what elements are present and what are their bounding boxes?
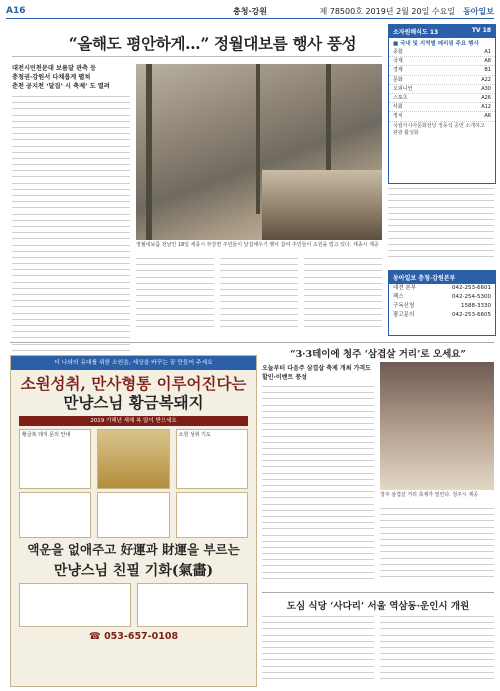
- page-header: [6, 4, 494, 19]
- section-divider: [10, 342, 494, 343]
- issue-info: 제 78500호 2019년 2월 20일 수요일: [319, 6, 456, 16]
- ad-phone: ☎ 053-657-0108: [88, 631, 179, 642]
- index-box: [388, 24, 496, 184]
- index-subtitle: ■ 국내 및 지역별 메리핑 주요 행사: [393, 41, 479, 47]
- section-title: 충청·강원: [233, 6, 267, 16]
- index-title-text: 소자원해식도 13: [393, 29, 439, 36]
- ad-text-block-1: [19, 492, 91, 538]
- article2-title: “3·3테이에 청주 ‘삼겹살 거리’로 오세요”: [290, 349, 466, 360]
- contact-row: 광고문의 042-253-6605: [393, 312, 491, 318]
- ad-banner: 2019 기해년 새해 복 많이 받으세요: [19, 416, 248, 426]
- contact-row: 팩스 042-254-5300: [393, 294, 491, 300]
- ad-text-block-3: [176, 492, 248, 538]
- article-body-col4: [304, 258, 382, 332]
- subhead-line: 대전시민천문대 보름달 관측 등: [12, 65, 97, 72]
- index-row: 경제 B1: [389, 66, 495, 75]
- article3-title: 도심 식당 ‘사다리’ 서울 역삼동·운인시 개원: [286, 601, 470, 612]
- index-row: 스포츠 A26: [389, 94, 495, 103]
- ad-box-2: 소원 성취 기도: [176, 429, 248, 489]
- article-body-col2: [136, 258, 214, 332]
- ad-content: [19, 429, 248, 489]
- index-row: 오피니언 A30: [389, 85, 495, 94]
- article-body-col3: [220, 258, 298, 332]
- article2-body-2: [380, 508, 494, 582]
- section-divider-2: [262, 592, 494, 593]
- inset-photo-1: [262, 170, 322, 240]
- contact-row: 대전 본부 042-253-6601: [393, 285, 491, 291]
- index-row: 국제 A8: [389, 57, 495, 66]
- article3-body-col2: [380, 616, 494, 684]
- index-row: 문화 A22: [389, 76, 495, 85]
- ad-text-block-2: [97, 492, 169, 538]
- subheadline: [12, 64, 130, 91]
- ad-gold-pig-image: [97, 429, 169, 489]
- ad-content-2: [19, 492, 248, 538]
- contact-title: 동아일보 충청·강원본부: [389, 271, 495, 284]
- inset-photo-2: [322, 170, 382, 240]
- ad-top-banner: 더 나와의 유대를 위한 소원을, 세상을 바꾸는 꿈 만들어 주세요: [11, 356, 256, 370]
- index-row: 사회 A12: [389, 103, 495, 112]
- headline-rule: [12, 56, 382, 57]
- ad-slogan-1: 액운을 없애주고 好運과 財運을 부르는: [27, 542, 240, 557]
- article2-body: [262, 386, 374, 584]
- ad-slogan-2: 만냥스님 친필 기화(氣畵): [53, 563, 214, 579]
- page-number: A16: [6, 6, 26, 16]
- subhead-line: 춘천 공지천 ‘달집’ 시 축제’ 도 열려: [12, 83, 110, 90]
- ad-box-1: 황금복 돼지 문의 안내: [19, 429, 91, 489]
- ad-bottom-image-1: [19, 583, 131, 627]
- index-row: 종합 A1: [389, 48, 495, 57]
- ad-title-2: 만냥스님 황금복돼지: [63, 393, 204, 412]
- contact-row: 구독신청 1588-3330: [393, 303, 491, 309]
- index-title: [389, 25, 495, 38]
- article2-photo: [380, 362, 494, 490]
- index-note: 국립아시아문화전당 정동석 공연 소개하고 관광 활성화: [393, 122, 485, 136]
- subhead-line: 충청권·강원서 다채롭게 펼쳐: [12, 74, 91, 81]
- photo-caption: 정월대보름 전날인 18일 세종시 부강면 주민들이 달집태우기 행사 참여 주민들이 소원을 빌고 있다. 세종시 제공: [136, 242, 379, 248]
- contact-box: [388, 270, 496, 336]
- index-tag: TV 18: [471, 27, 491, 34]
- side-article-body: [388, 188, 494, 262]
- index-row: 정치 A6: [389, 112, 495, 121]
- article3-body-col1: [262, 616, 374, 684]
- article2-lead: 오늘부터 다음주 삼겹살 축제 개최 가격도 할인·이벤트 풍성: [262, 365, 371, 381]
- ad-title-1: 소원성취, 만사형통 이루어진다는: [20, 374, 247, 393]
- ad-content-3: [19, 583, 248, 627]
- main-headline: “올해도 평안하게…” 정월대보름 행사 풍성: [68, 34, 357, 53]
- advertisement: [10, 355, 257, 687]
- article-body-col1: [12, 96, 130, 356]
- ad-bottom-image-2: [137, 583, 249, 627]
- article2-caption: 청주 삼겹살 거리 축제가 열린다. 청주시 제공: [380, 492, 479, 498]
- newspaper-brand: 동아일보: [463, 6, 494, 16]
